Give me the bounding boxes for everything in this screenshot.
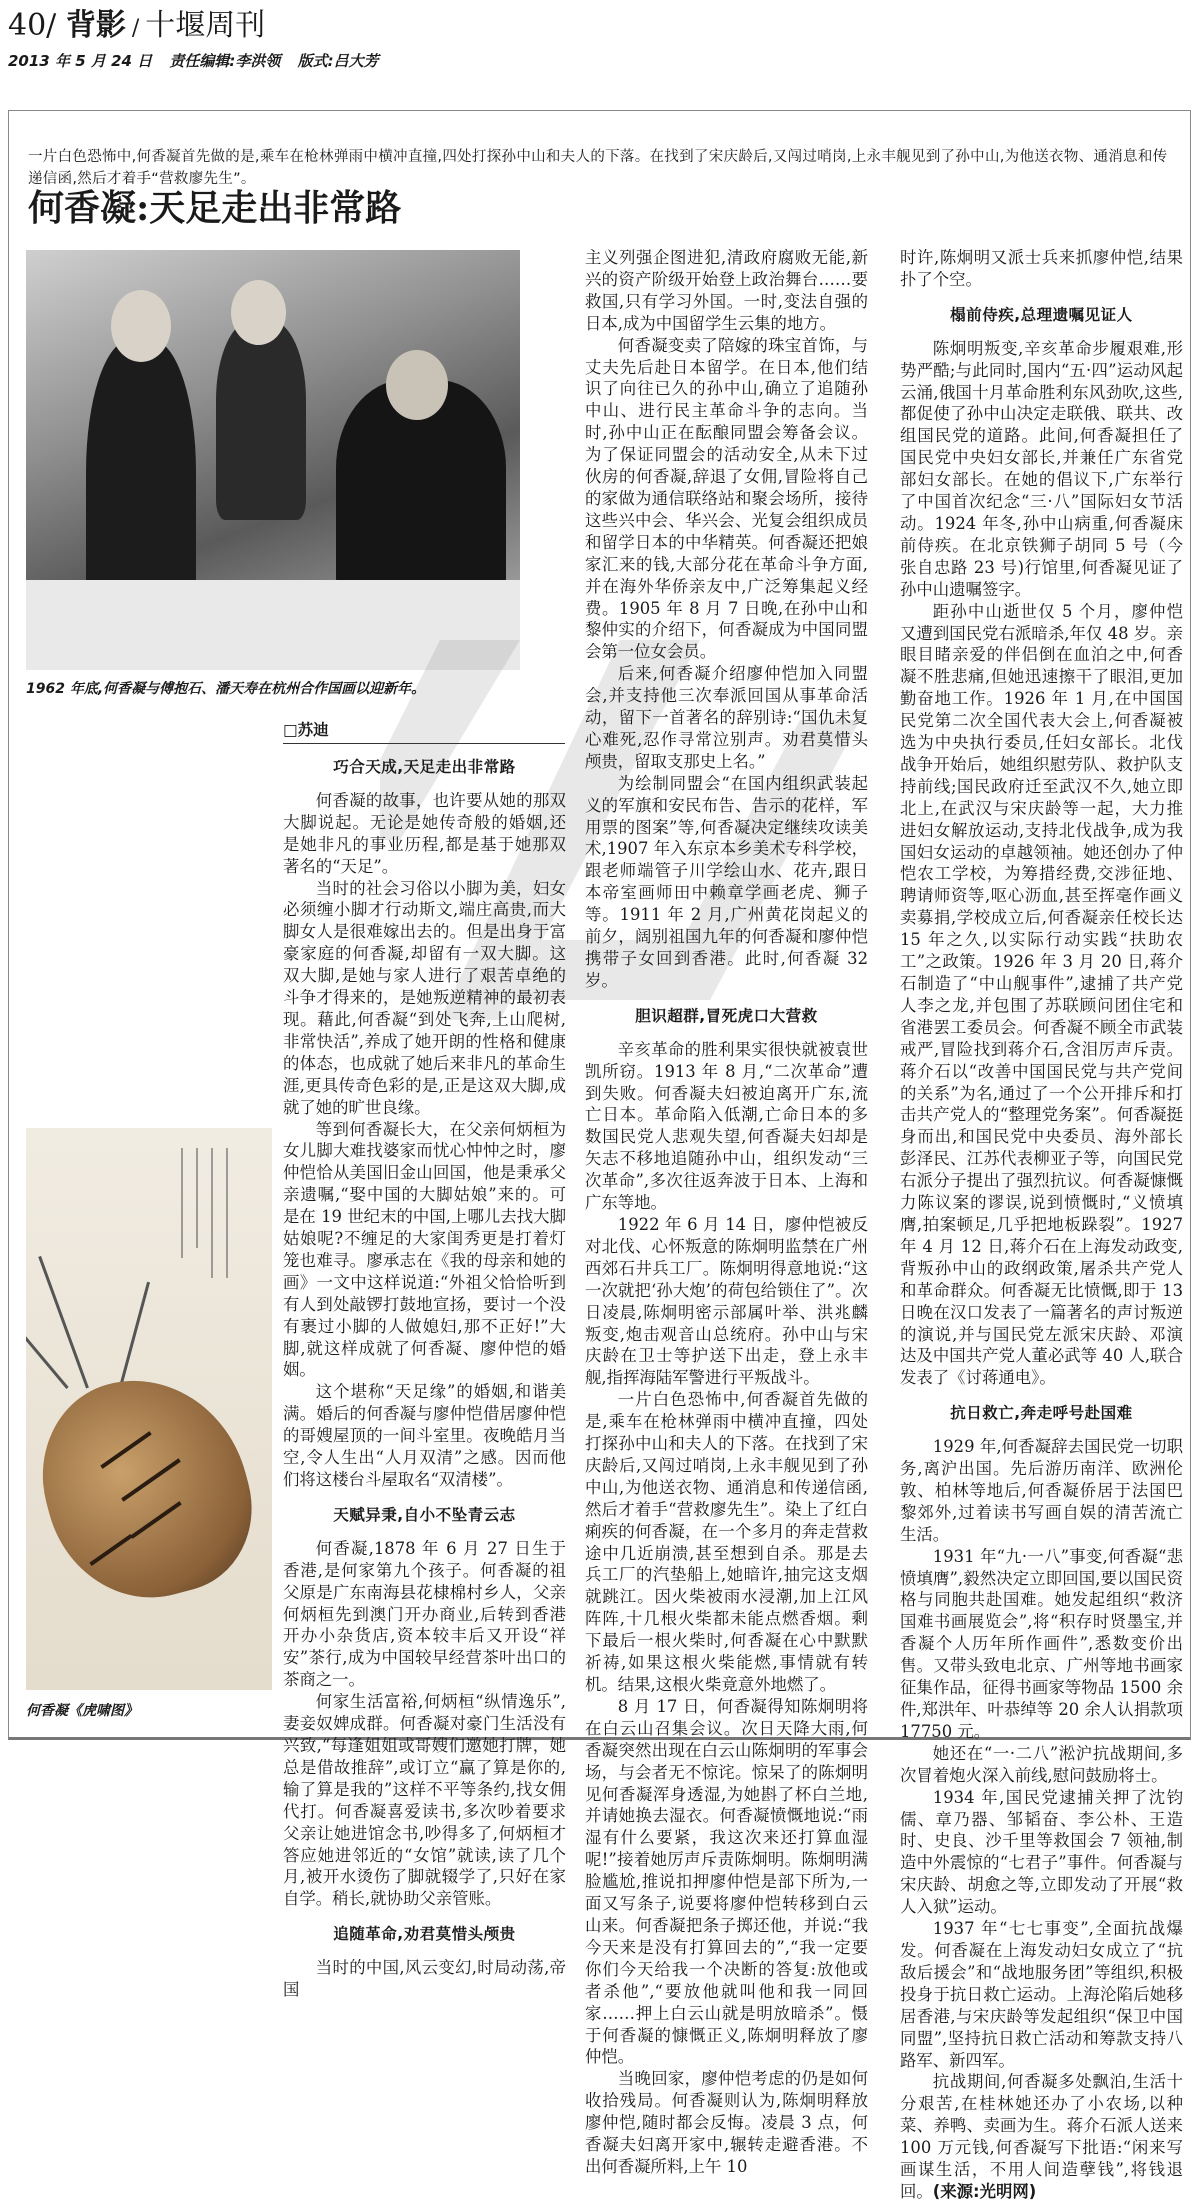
paragraph-text: 为绘制同盟会“在国内组织武装起义的军旗和安民布告、告示的花样，军用票的图案”等,何香凝决定继续攻读美术,1907 年入东京本乡美术专科学校，跟老师端管子川学绘山水、花卉,跟日本帝室画师田中赖章学画老虎、狮子等。1911 年 2 月,广州黄花岗起义的前夕，阔别祖国九年的何香凝和廖仲恺携带子女回到香港。此时,何香凝 32 岁。	[585, 773, 868, 990]
paragraph-text: 1937 年“七七事变”,全面抗战爆发。何香凝在上海发动妇女成立了“抗敌后援会”和“战地服务团”等组织,积极投身于抗日救亡运动。上海沦陷后她移居香港,与宋庆龄等发起组织“保卫中国同盟”,坚持抗日救亡活动和筹款支持八路军、新四军。	[900, 1919, 1183, 2070]
section-heading	[900, 1403, 1183, 1425]
body-paragraph	[900, 601, 1183, 1390]
body-paragraph	[900, 1743, 1183, 1787]
body-paragraph	[283, 1119, 566, 1382]
paragraph-text: 当时的社会习俗以小脚为美，妇女必须缠小脚才行动斯文,端庄高贵,而大脚女人是很难嫁出去的。但是出身于富豪家庭的何香凝,却留有一双大脚。这双大脚,是她与家人进行了艰苦卓绝的斗争才得来的，是她叛逆精神的最初表现。藉此,何香凝“到处飞奔,上山爬树,非常快活”,养成了她开朗的性格和健康的体态，也成就了她后来非凡的革命生涯,更具传奇色彩的是,正是这双大脚,成就了她的旷世良缘。	[283, 878, 566, 1117]
paragraph-text: 1922 年 6 月 14 日，廖仲恺被反对北伐、心怀叛意的陈炯明监禁在广州西郊石井兵工厂。陈炯明得意地说:“这一次就把‘孙大炮’的荷包给锁住了”。次日凌晨,陈炯明密示部属叶举、洪兆麟叛变,炮击观音山总统府。孙中山与宋庆龄在卫士等护送下出走，登上永丰舰,指挥海陆军警进行平叛战斗。	[585, 1214, 868, 1388]
paragraph-text: 主义列强企图进犯,清政府腐败无能,新兴的资产阶级开始登上政治舞台……要救国,只有学习外国。一时,变法自强的日本,成为中国留学生云集的地方。	[585, 248, 868, 333]
painting-caption: 何香凝《虎啸图》	[26, 1703, 138, 1719]
tiger-painting	[26, 1128, 272, 1690]
section-heading	[900, 305, 1183, 327]
article-lead: 一片白色恐怖中,何香凝首先做的是,乘车在枪林弹雨中横冲直撞,四处打探孙中山和夫人的下落。在找到了宋庆龄后,又闯过哨岗,上永丰舰见到了孙中山,为他送衣物、通消息和传递信函,然后才着手“营救廖先生”。	[28, 149, 1168, 187]
paragraph-text: 何家生活富裕,何炳桓“纵情逸乐”,妻妾奴婢成群。何香凝对豪门生活没有兴致,“每逢姐姐或哥嫂们邀她打牌，她总是借故推辞”,或订立“赢了算是你的,输了算是我的”这样不平等条约,找女佣代打。何香凝喜爱读书,多次吵着要求父亲让她进馆念书,吵得多了,何炳桓才答应她进邻近的“女馆”就读,读了几个月,被开水烫伤了脚就辍学了,只好在家自学。稍长,就协助父亲管账。	[283, 1692, 566, 1909]
paragraph-text: 等到何香凝长大，在父亲何炳桓为女儿脚大难找婆家而忧心忡忡之时，廖仲恺恰从美国旧金山回国，他是秉承父亲遗嘱,“娶中国的大脚姑娘”来的。可是在 19 世纪末的中国,上哪儿去找大脚姑娘呢?不缠足的大家闺秀更是打着灯笼也难寻。廖承志在《我的母亲和她的画》一文中这样说道:“外祖父恰恰听到有人到处敲锣打鼓地宣扬，要讨一个没有裹过小脚的人做媳妇,那不正好!”大脚,就这样成就了何香凝、廖仲恺的婚姻。	[283, 1119, 566, 1380]
paragraph-text: 1931 年“九·一八”事变,何香凝“悲愤填膺”,毅然决定立即回国,要以国民资格与同胞共赴国难。她发起组织“救济国难书画展览会”,将“积存时贤墨宝,并香凝个人历年所作画件”,悉数变价出售。又带头致电北京、广州等地书画家征集作品，征得书画家等物品 1500 余件,郑洪年、叶恭绰等 20 余人认捐款项 17750 元。	[900, 1546, 1183, 1741]
body-paragraph	[900, 1546, 1183, 1743]
section-heading	[283, 1505, 566, 1527]
paragraph-text: 她还在“一·二八”淞沪抗战期间,多次冒着炮火深入前线,慰问鼓励将士。	[900, 1743, 1183, 1785]
dateline	[8, 50, 391, 71]
section-heading-text: 抗日救亡,奔走呼号赴国难	[950, 1404, 1133, 1423]
section-heading-text: 天赋异秉,自小不坠青云志	[333, 1505, 516, 1524]
paragraph-text: 8 月 17 日，何香凝得知陈炯明将在白云山召集会议。次日天降大雨,何香凝突然出现在白云山陈炯明的军事会场，与会者无不惊诧。惊呆了的陈炯明见何香凝浑身透湿,为她斟了杯白兰地,并请她换去湿衣。何香凝愤慨地说:“雨湿有什么要紧，我这次来还打算血湿呢!”接着她厉声斥责陈炯明。陈炯明满脸尴尬,推说扣押廖仲恺是部下所为,一面又写条子,说要将廖仲恺转移到白云山来。何香凝把条子掷还他，并说:“我今天来是没有打算回去的”,“我一定要你们今天给我一个决断的答复:放他或者杀他”,“要放他就叫他和我一同回家……押上白云山就是明放暗杀”。慑于何香凝的慷慨正义,陈炯明释放了廖仲恺。	[585, 1696, 868, 2067]
historical-photo	[26, 250, 520, 670]
body-paragraph	[585, 1214, 868, 1389]
paragraph-text: 何香凝的故事，也许要从她的那双大脚说起。无论是她传奇般的婚姻,还是她非凡的事业历程,都是基于她那双著名的“天足”。	[283, 790, 566, 876]
paragraph-text: 当时的中国,风云变幻,时局动荡,帝国	[283, 1958, 566, 2000]
paragraph-text: 一片白色恐怖中,何香凝首先做的是,乘车在枪林弹雨中横冲直撞，四处打探孙中山和夫人的下落。在找到了宋庆龄后,又闯过哨岗,上永丰舰见到了孙中山,为他送衣物、通消息和传递信函,然后才着手“营救廖先生”。染上了红白痢疾的何香凝，在一个多月的奔走营救途中几近崩溃,甚至想到自杀。那是去兵工厂的汽垫船上,她暗许,抽完这支烟就跳江。因火柴被雨水浸潮,加上江风阵阵,十几根火柴都未能点燃香烟。剩下最后一根火柴时,何香凝在心中默默祈祷,如果这根火柴能燃,事情就有转机。结果,这根火柴竟意外地燃了。	[585, 1390, 868, 1694]
body-paragraph	[283, 790, 566, 878]
source-credit: (来源:光明网)	[932, 2181, 1037, 2201]
body-paragraph	[585, 663, 868, 773]
photo-caption: 1962 年底,何香凝与傅抱石、潘天寿在杭州合作国画以迎新年。	[26, 681, 426, 697]
body-paragraph	[900, 1787, 1183, 1918]
body-paragraph	[900, 2071, 1183, 2202]
section-name: 背影	[65, 8, 126, 43]
body-paragraph	[585, 247, 868, 335]
body-paragraph	[900, 338, 1183, 601]
paragraph-text: 辛亥革命的胜利果实很快就被袁世凯所窃。1913 年 8 月,“二次革命”遭到失败。何香凝夫妇被迫离开广东,流亡日本。革命陷入低潮,亡命日本的多数国民党人悲观失望,何香凝夫妇却是矢志不移地追随孙中山，组织发动“三次革命”,多次往返奔波于日本、上海和广东等地。	[585, 1039, 868, 1213]
paragraph-text: 当晚回家，廖仲恺考虑的仍是如何收拾残局。何香凝则认为,陈炯明释放廖仲恺,随时都会反悔。凌晨 3 点，何香凝夫妇离开家中,辗转走避香港。不出何香凝所料,上午 10	[585, 2069, 868, 2176]
publication-name: 十堰周刊	[145, 8, 266, 43]
page-masthead: 40/ 背影 / 十堰周刊	[8, 8, 266, 43]
paragraph-text: 时许,陈炯明又派士兵来抓廖仲恺,结果扑了个空。	[900, 248, 1183, 289]
section-heading-text: 追随革命,劝君莫惜头颅贵	[333, 1925, 516, 1944]
body-paragraph	[900, 1918, 1183, 2071]
paragraph-text: 陈炯明叛变,辛亥革命步履艰难,形势严酷;与此同时,国内“五·四”运动风起云涌,俄国十月革命胜利东风劲吹,这些,都促使了孙中山决定走联俄、联共、改组国民党的道路。此间,何香凝担任了国民党中央妇女部长,并兼任广东省党部妇女部长。在她的倡议下,广东举行了中国首次纪念“三·八”国际妇女节活动。1924 年冬,孙中山病重,何香凝床前侍疾。在北京铁狮子胡同 5 号（今张自忠路 23 号)行馆里,何香凝见证了孙中山遗嘱签字。	[900, 338, 1183, 599]
body-paragraph	[900, 247, 1183, 291]
body-paragraph	[585, 2068, 868, 2178]
body-paragraph	[283, 1957, 566, 2001]
paragraph-text: 何香凝,1878 年 6 月 27 日生于香港,是何家第九个孩子。何香凝的祖父原是广东南海县花棣棉村乡人，父亲何炳桓先到澳门开办商业,后转到香港开办小杂货店,资本较丰后又开设“祥安”茶行,成为中国较早经营茶叶出口的茶商之一。	[283, 1538, 566, 1690]
paragraph-text: 这个堪称“天足缘”的婚姻,和谐美满。婚后的何香凝与廖仲恺借居廖仲恺的哥嫂屋顶的一间斗室里。夜晚皓月当空,令人生出“人月双清”之感。因而他们将这楼台斗屋取名“双清楼”。	[283, 1382, 566, 1489]
body-paragraph	[283, 1381, 566, 1491]
article-column-3	[900, 247, 1183, 2203]
section-heading	[585, 1006, 868, 1028]
body-paragraph	[585, 1039, 868, 1214]
paragraph-text: 距孙中山逝世仅 5 个月，廖仲恺又遭到国民党右派暗杀,年仅 48 岁。亲眼目睹亲爱的伴侣倒在血泊之中,何香凝不胜悲痛,但她迅速擦干了眼泪,更加勤奋地工作。1926 年 1 月,在中国国民党第二次全国代表大会上,何香凝被选为中央执行委员,任妇女部长。北伐战争开始后，她组织慰劳队、救护队支持前线;国民政府迁至武汉不久,她立即北上,在武汉与宋庆龄等一起，大力推进妇女解放运动,支持北伐战争,成为我国妇女运动的卓越领袖。她还创办了仲恺农工学校，为筹措经费,交涉征地、聘请师资等,呕心沥血,甚至挥毫作画义卖募捐,学校成立后,何香凝亲任校长达 15 年之久,以实际行动实践“扶助农工”之政策。1926 年 3 月 20 日,蒋介石制造了“中山舰事件”,逮捕了共产党人李之龙,并包围了苏联顾问团住宅和省港罢工委员会。何香凝不顾全市武装戒严,冒险找到蒋介石,含泪厉声斥责。蒋介石以“改善中国国民党与共产党间的关系”为名,通过了一个公开排斥和打击共产党人的“整理党务案”。何香凝挺身而出,和国民党中央委员、海外部长彭泽民、江苏代表柳亚子等，向国民党右派分子提出了强烈抗议。何香凝慷慨力陈议案的谬误,说到愤慨时,“义愤填膺,拍案顿足,几乎把地板跺裂”。1927 年 4 月 12 日,蒋介石在上海发动政变,背叛孙中山的政纲政策,屠杀共产党人和革命群众。何香凝无比愤慨,即于 13 日晚在汉口发表了一篇著名的声讨叛逆的演说,并与国民党左派宋庆龄、邓演达及中国共产党人董必武等 40 人,联合发表了《讨蒋通电》。	[900, 601, 1183, 1388]
body-paragraph	[283, 878, 566, 1119]
paragraph-text: 抗战期间,何香凝多处飘泊,生活十分艰苦,在桂林她还办了小农场,以种菜、养鸭、卖画为生。蒋介石派人送来 100 万元钱,何香凝写下批语:“闲来写画谋生活，不用人间造孽钱”,将钱退回。	[900, 2072, 1183, 2201]
page-number: 40/	[8, 8, 57, 43]
layout-credit: 版式:吕大芳	[297, 52, 379, 70]
body-paragraph	[585, 335, 868, 664]
section-heading	[283, 757, 566, 779]
body-paragraph	[900, 1436, 1183, 1546]
body-paragraph	[585, 1389, 868, 1696]
paragraph-text: 何香凝变卖了陪嫁的珠宝首饰，与丈夫先后赴日本留学。在日本,他们结识了向往已久的孙中山,确立了追随孙中山、进行民主革命斗争的志向。当时,孙中山正在酝酿同盟会筹备会议。为了保证同盟会的活动安全,从未下过伙房的何香凝,辞退了女佣,冒险将自己的家做为通信联络站和聚会场所，接待这些兴中会、华兴会、光复会组织成员和留学日本的中华精英。何香凝还把娘家汇来的钱,大部分花在革命斗争方面,并在海外华侨亲友中,广泛筹集起义经费。1905 年 8 月 7 日晚,在孙中山和黎仲实的介绍下，何香凝成为中国同盟会第一位女会员。	[585, 335, 868, 662]
article-column-1	[283, 757, 566, 2001]
paragraph-text: 后来,何香凝介绍廖仲恺加入同盟会,并支持他三次奉派回国从事革命活动，留下一首著名的辞别诗:“国仇未复心难死,忍作寻常泣别声。劝君莫惜头颅贵，留取支那史上名。”	[585, 664, 868, 771]
paragraph-text: 1929 年,何香凝辞去国民党一切职务,离沪出国。先后游历南洋、欧洲伦敦、柏林等地后,何香凝侨居于法国巴黎郊外,过着读书写画自娱的清苦流亡生活。	[900, 1437, 1183, 1544]
body-paragraph	[283, 1691, 566, 1910]
paragraph-text: 1934 年,国民党逮捕关押了沈钧儒、章乃器、邹韬奋、李公朴、王造时、史良、沙千里等救国会 7 领袖,制造中外震惊的“七君子”事件。何香凝与宋庆龄、胡愈之等,立即发动了开展“救人入狱”运动。	[900, 1787, 1183, 1917]
body-paragraph	[585, 1696, 868, 2068]
section-heading-text: 巧合天成,天足走出非常路	[333, 758, 516, 776]
author-byline: □苏迪	[283, 718, 565, 744]
section-heading-text: 胆识超群,冒死虎口大营救	[635, 1006, 818, 1025]
body-paragraph	[283, 1538, 566, 1691]
issue-date: 2013 年 5 月 24 日	[8, 52, 153, 70]
section-heading	[283, 1924, 566, 1946]
article-column-2	[585, 247, 868, 2178]
section-heading-text: 榻前侍疾,总理遗嘱见证人	[950, 305, 1133, 324]
article-title: 何香凝:天足走出非常路	[28, 187, 402, 229]
editor-credit: 责任编辑:李洪领	[169, 52, 281, 70]
body-paragraph	[585, 773, 868, 992]
